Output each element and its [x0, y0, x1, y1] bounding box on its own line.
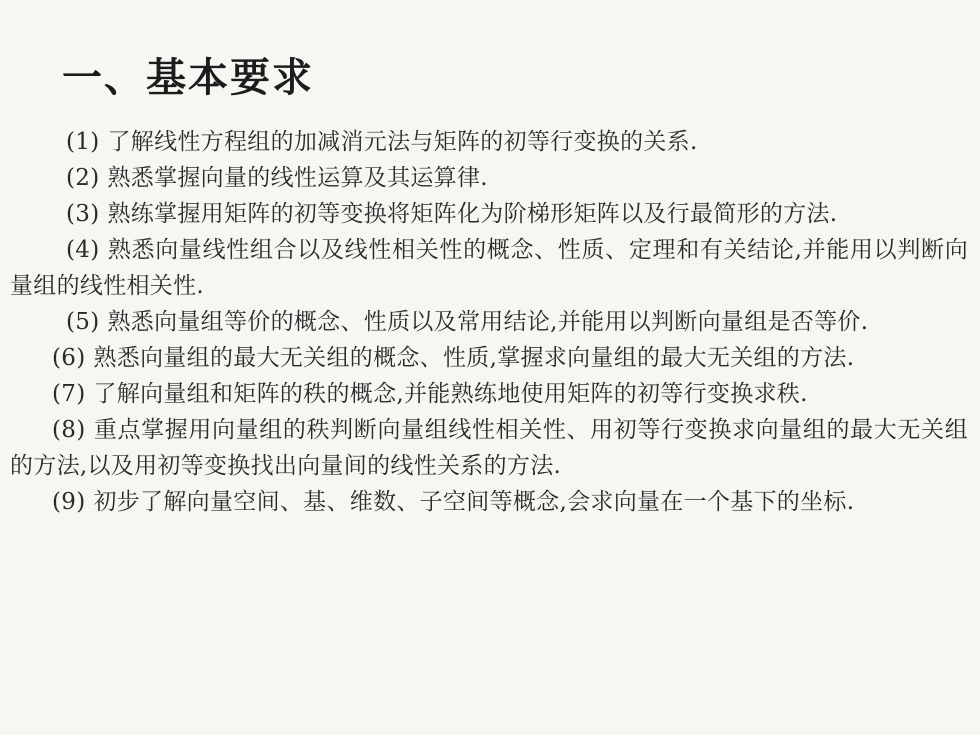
- requirement-number: (6): [52, 345, 86, 371]
- requirement-item-8: [10, 412, 968, 484]
- requirement-text: 熟悉向量线性组合以及线性相关性的概念、性质、定理和有关结论,并能用以判断向量组的线性相关性.: [10, 237, 968, 299]
- requirement-item-5: [10, 304, 968, 340]
- requirement-text: 熟悉掌握向量的线性运算及其运算律.: [107, 165, 488, 191]
- requirement-number: (5): [66, 309, 100, 335]
- requirement-item-3: [10, 196, 968, 232]
- requirement-number: (2): [66, 165, 100, 191]
- requirement-text: 熟练掌握用矩阵的初等变换将矩阵化为阶梯形矩阵以及行最简形的方法.: [107, 201, 838, 227]
- requirement-text: 重点掌握用向量组的秩判断向量组线性相关性、用初等行变换求向量组的最大无关组的方法,以及用初等变换找出向量间的线性关系的方法.: [10, 417, 968, 479]
- requirement-item-2: [10, 160, 968, 196]
- requirement-item-4: [10, 232, 968, 304]
- requirement-text: 了解线性方程组的加减消元法与矩阵的初等行变换的关系.: [107, 129, 698, 155]
- requirement-number: (4): [66, 237, 100, 263]
- requirement-number: (9): [52, 489, 86, 515]
- requirement-item-7: [10, 376, 968, 412]
- requirement-number: (8): [52, 417, 86, 443]
- requirement-number: (1): [66, 129, 100, 155]
- requirement-item-1: [10, 124, 968, 160]
- requirement-number: (3): [66, 201, 100, 227]
- requirements-list: [10, 124, 968, 520]
- section-heading: 一、基本要求: [62, 55, 314, 101]
- requirement-item-9: [10, 484, 968, 520]
- requirement-item-6: [10, 340, 968, 376]
- requirement-text: 熟悉向量组的最大无关组的概念、性质,掌握求向量组的最大无关组的方法.: [93, 345, 855, 371]
- requirement-text: 熟悉向量组等价的概念、性质以及常用结论,并能用以判断向量组是否等价.: [107, 309, 869, 335]
- requirement-text: 初步了解向量空间、基、维数、子空间等概念,会求向量在一个基下的坐标.: [93, 489, 855, 515]
- requirement-number: (7): [52, 381, 86, 407]
- requirement-text: 了解向量组和矩阵的秩的概念,并能熟练地使用矩阵的初等行变换求秩.: [93, 381, 808, 407]
